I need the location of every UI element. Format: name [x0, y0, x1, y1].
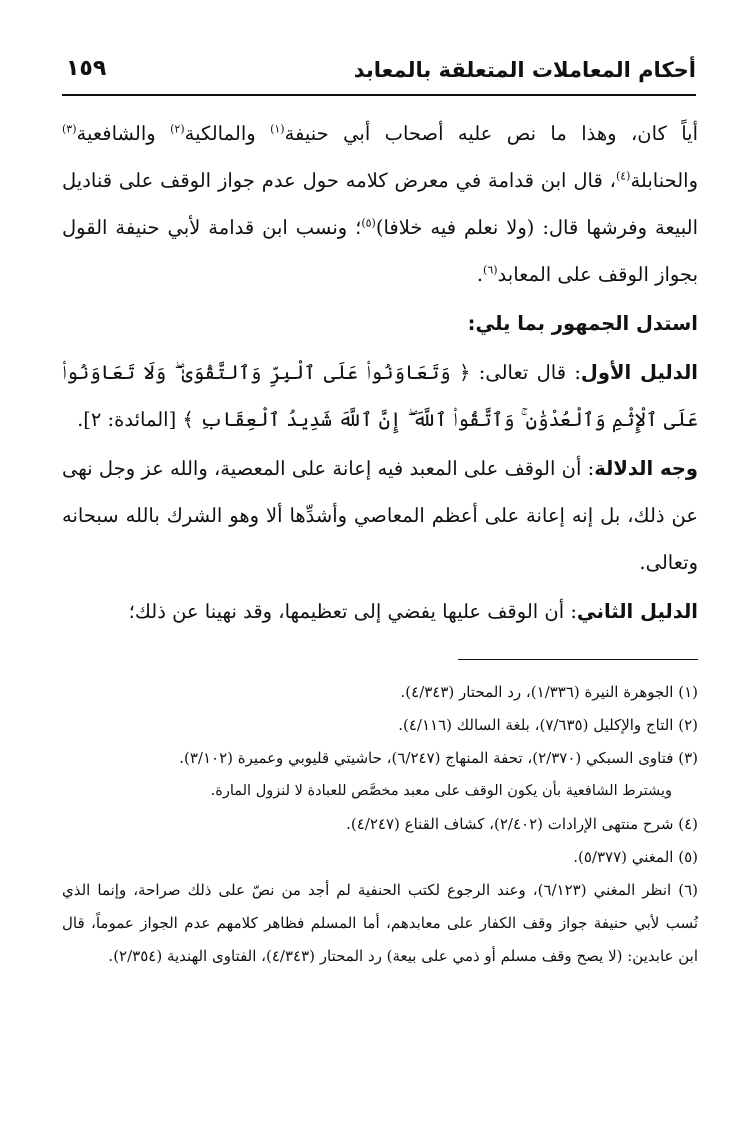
- footnote-ref-4: (٤): [615, 169, 631, 183]
- text-segment: والشافعية: [76, 122, 171, 145]
- second-evidence-label: الدليل الثاني: [576, 600, 698, 623]
- paragraph-first-evidence: [62, 349, 698, 443]
- footnote-6: (٦) انظر المغني (٦/١٢٣)، وعند الرجوع لكتب الحنفية لم أجد من نصّ على ذلك صراحة، وإنما الذي نُسب لأبي حنيفة جواز وقف الكفار على معابدهم، أما المسلم فظاهر كلامهم عدم الجواز عموماً، قال ابن عابدين: (لا يصح وقف مسلم أو ذمي على بيعة) رد المحتار (٤/٣٤٣)، الفتاوى الهندية (٢/٣٥٤).: [62, 881, 698, 965]
- footnote-ref-1: (١): [270, 122, 285, 136]
- footnote-ref-3: (٣): [62, 122, 77, 136]
- footnote-3: (٣) فتاوى السبكي (٢/٣٧٠)، تحفة المنهاج (٦/٢٤٧)، حاشيتي قليوبي وعميرة (٣/١٠٢).: [179, 749, 698, 767]
- text-segment: .: [476, 263, 484, 286]
- running-title: أحكام المعاملات المتعلقة بالمعابد: [353, 58, 696, 82]
- text-segment: أياً كان، وهذا ما نص عليه أصحاب أبي حنيفة: [284, 122, 698, 145]
- footnote-ref-2: (٢): [170, 122, 185, 136]
- footnote-1: (١) الجوهرة النيرة (١/٣٣٦)، رد المحتار (٤/٣٤٣).: [400, 683, 698, 701]
- main-text: [62, 110, 698, 635]
- quran-verse: ﴿ وَتَعَاوَنُوا۟ عَلَى ٱلْبِرِّ وَٱلتَّقْوَىٰ ۖ وَلَا تَعَاوَنُوا۟ عَلَى ٱلْإِثْمِ وَٱلْعُدْوَٰنِ ۚ وَٱتَّقُوا۟ ٱللَّهَ ۖ إِنَّ ٱللَّهَ شَدِيدُ ٱلْعِقَابِ ﴾: [62, 361, 698, 431]
- verse-reference: [المائدة: ٢].: [77, 408, 183, 431]
- paragraph-second-evidence: [62, 588, 698, 635]
- text-segment: والمالكية: [184, 122, 271, 145]
- text-segment: والحنابلة: [630, 169, 698, 192]
- first-evidence-intro: : قال تعالى:: [470, 361, 581, 384]
- evidence-point-label: وجه الدلالة: [594, 457, 698, 480]
- footnote-5: (٥) المغني (٥/٣٧٧).: [573, 848, 698, 866]
- footnotes: [62, 676, 698, 973]
- footnote-separator: [458, 659, 698, 660]
- first-evidence-label: الدليل الأول: [580, 361, 698, 384]
- text-segment: ، قال ابن قدامة في معرض كلامه حول عدم جواز الوقف على قناديل البيعة وفرشها قال: (ولا نعلم فيه خلافا): [62, 169, 698, 239]
- evidence-point-text: : أن الوقف على المعبد فيه إعانة على المعصية، والله عز وجل نهى عن ذلك، بل إنه إعانة على أعظم المعاصي وأشدِّها ألا وهو الشرك بالله سبحانه وتعالى.: [62, 457, 698, 574]
- footnote-2: (٢) التاج والإكليل (٧/٦٣٥)، بلغة السالك (٤/١١٦).: [398, 716, 698, 734]
- second-evidence-text: : أن الوقف عليها يفضي إلى تعظيمها، وقد نهينا عن ذلك؛: [128, 600, 577, 623]
- paragraph-opinions: [62, 110, 698, 298]
- paragraph-evidence-point: [62, 445, 698, 586]
- footnote-ref-6: (٦): [483, 263, 498, 277]
- text-segment: ؛ ونسب ابن قدامة لأبي حنيفة القول بجواز الوقف على المعابد: [62, 216, 698, 286]
- footnote-4: (٤) شرح منتهى الإرادات (٢/٤٠٢)، كشاف القناع (٤/٢٤٧).: [346, 815, 698, 833]
- section-heading: استدل الجمهور بما يلي:: [467, 312, 698, 335]
- footnote-3-note: ويشترط الشافعية بأن يكون الوقف على معبد مخصَّص للعبادة لا لنزول المارة.: [210, 783, 672, 799]
- page-header: [62, 54, 696, 96]
- page-number: ١٥٩: [66, 56, 107, 81]
- footnote-ref-5: (٥): [361, 216, 376, 230]
